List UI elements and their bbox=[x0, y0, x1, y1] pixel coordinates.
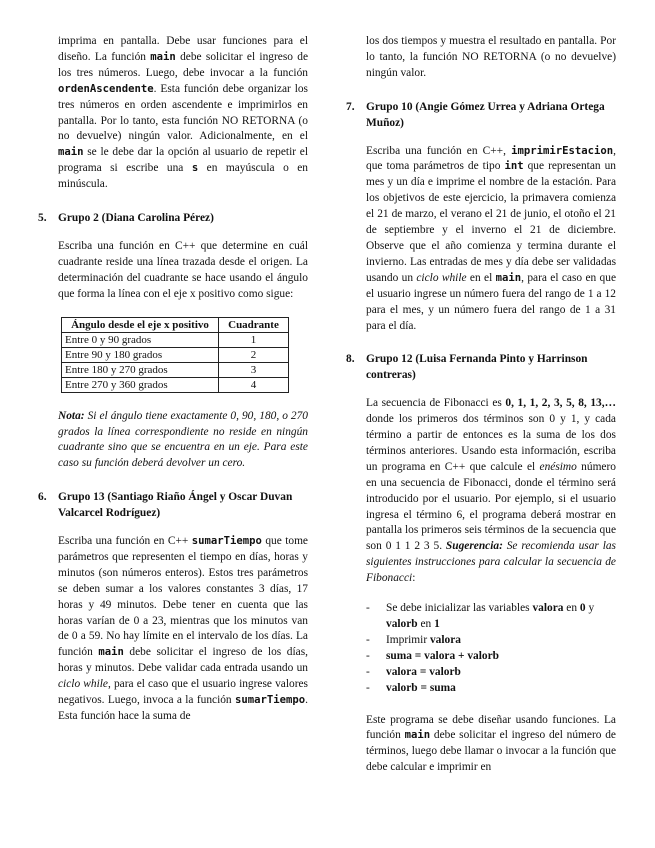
code-main: main bbox=[58, 146, 84, 159]
table-cell: Entre 180 y 270 grados bbox=[62, 362, 219, 377]
code-main: main bbox=[98, 646, 124, 659]
code-sumarTiempo: sumarTiempo bbox=[191, 535, 262, 548]
list-item: - valora = valorb bbox=[366, 665, 461, 678]
list-item: - Imprimir valora bbox=[366, 633, 461, 646]
table-cell: 4 bbox=[219, 377, 289, 392]
table-row bbox=[62, 362, 289, 377]
table-row bbox=[62, 347, 289, 362]
section-8-paragraph: La secuencia de Fibonacci es 0, 1, 1, 2, 3, 5, 8, 13,… donde los primeros dos términos son 0 y 1, y cada término a partir de entonces es la suma de los dos términos anteriores. Usando esta información, escriba un programa en C++ que calcule el enésimo número en una secuencia de Fibonacci, donde el término será introducido por el usuario. Por ejemplo, si el usuario ingresa el término 6, el programa deberá mostrar en pantalla los primeros seis términos de la secuencia que son 0 1 1 2 3 5. Sugerencia: Se recomienda usar las siguientes instrucciones para calcular la secuencia de Fibonacci: bbox=[366, 397, 616, 585]
code-sumarTiempo: sumarTiempo bbox=[234, 694, 306, 707]
code-imprimirEstacion: imprimirEstacion bbox=[511, 144, 614, 157]
section-6-paragraph: Escriba una función en C++ sumarTiempo que tome parámetros que representen el tiempo en días, horas y minutos (son números enteros). Estos tres parámetros se deben sumar a los valores constantes 3 días, 17 horas y 49 minutos. Debe tener en cuenta que las horas varían de 0 a 23, mientras que los minutos van de 0 a 59. No hay límite en el intervalo de los días. La función main debe solicitar el ingreso de los días, horas y minutos. Debe validar cada entrada usando un ciclo while, para el caso que el usuario ingrese valores negativos. Luego, invoca a la función sumarTiempo. Esta función hace la suma de bbox=[58, 535, 308, 722]
table-cell: Entre 270 y 360 grados bbox=[62, 377, 219, 392]
table-row bbox=[62, 377, 289, 392]
table-cell: Entre 90 y 180 grados bbox=[62, 347, 219, 362]
section-8-heading bbox=[346, 352, 616, 384]
note-label: Nota: bbox=[58, 409, 85, 422]
section-title: Grupo 13 (Santiago Riaño Ángel y Oscar Duvan Valcarcel Rodríguez) bbox=[58, 491, 293, 520]
code-main: main bbox=[150, 50, 176, 63]
table-cell: 2 bbox=[219, 347, 289, 362]
left-column bbox=[38, 34, 308, 725]
table-header-quadrant: Cuadrante bbox=[219, 317, 289, 332]
section-8-closing-paragraph: Este programa se debe diseñar usando funciones. La función main debe solicitar el ingreso del número de términos, luego debe llamar o invocar a la función que debe calcular e imprimir en bbox=[366, 713, 616, 774]
continuation-paragraph: los dos tiempos y muestra el resultado en pantalla. Por lo tanto, la función NO RETORNA (o no devuelve) ningún valor. bbox=[366, 35, 616, 79]
section-7-paragraph: Escriba una función en C++, imprimirEstacion, que toma parámetros de tipo int que representan un mes y un día e imprime el nombre de la estación. Para los objetivos de este ejercicio, la primavera comienza el 21 de marzo, el verano el 21 de junio, el otoño el 21 de septiembre y el inverno el 21 de diciembre. Observe que el año comienza y termina durante el invierno. Las entradas de mes y día debe ser validadas usando un ciclo while en el main, para el caso en que el usuario ingrese un número fuera del rango de 1 a 12 para el mes, y un número fuera del rango de 1 a 31 para el día. bbox=[366, 144, 616, 332]
section-6-heading bbox=[38, 490, 308, 522]
fibonacci-steps-list bbox=[366, 601, 616, 696]
section-title: Grupo 10 (Angie Gómez Urrea y Adriana Ortega Muñoz) bbox=[366, 100, 605, 129]
list-item: - Se debe inicializar las variables valora en 0 y valorb en 1 bbox=[366, 602, 595, 630]
section-title: Grupo 2 (Diana Carolina Pérez) bbox=[58, 212, 214, 225]
table-cell: 3 bbox=[219, 362, 289, 377]
section-5-paragraph: Escriba una función en C++ que determine en cuál cuadrante reside una línea trazada desde el origen. La determinación del cuadrante se hace usando el ángulo que forma la línea con el eje x positivo como sigue: bbox=[58, 239, 308, 300]
section-title: Grupo 12 (Luisa Fernanda Pinto y Harrinson contreras) bbox=[366, 353, 588, 382]
section-number: 8. bbox=[346, 353, 355, 366]
table-cell: 1 bbox=[219, 332, 289, 347]
table-header-angle: Ángulo desde el eje x positivo bbox=[62, 317, 219, 332]
suggestion-label: Sugerencia: bbox=[445, 540, 503, 553]
fibonacci-sequence: 0, 1, 1, 2, 3, 5, 8, 13,… bbox=[505, 397, 616, 410]
right-column bbox=[346, 34, 616, 776]
table-row bbox=[62, 332, 289, 347]
section-number: 6. bbox=[38, 491, 47, 504]
section-number: 7. bbox=[346, 100, 355, 113]
list-item: - suma = valora + valorb bbox=[366, 649, 499, 662]
intro-paragraph: imprima en pantalla. Debe usar funciones para el diseño. La función main debe solicitar el ingreso de los tres números. Luego, debe invocar a la función ordenAscendente. Esta función debe organizar los tres números en orden ascendente e imprimirlos en pantalla. Por lo tanto, esta función NO RETORNA (o no devuelve) ningún valor. Adicionalmente, en el main se le debe dar la opción al usuario de repetir el programa si escribe una s en mayúscula o en minúscula. bbox=[58, 35, 308, 191]
code-main: main bbox=[404, 729, 431, 742]
table-header-row bbox=[62, 317, 289, 332]
section-7-heading bbox=[346, 100, 616, 132]
code-ordenAscendente: ordenAscendente bbox=[58, 82, 154, 95]
section-5-note: Nota: Si el ángulo tiene exactamente 0, 90, 180, o 270 grados la línea correspondiente no reside en ningún cuadrante sino que se encuentra en un eje. Para este caso su función deberá devolver un cero. bbox=[58, 409, 308, 470]
section-number: 5. bbox=[38, 212, 47, 225]
section-5-heading bbox=[38, 211, 308, 227]
quadrant-table bbox=[61, 317, 289, 393]
list-item: - valorb = suma bbox=[366, 681, 456, 694]
code-int: int bbox=[504, 160, 524, 173]
code-s: s bbox=[191, 162, 199, 175]
table-cell: Entre 0 y 90 grados bbox=[62, 332, 219, 347]
code-main: main bbox=[495, 271, 522, 284]
